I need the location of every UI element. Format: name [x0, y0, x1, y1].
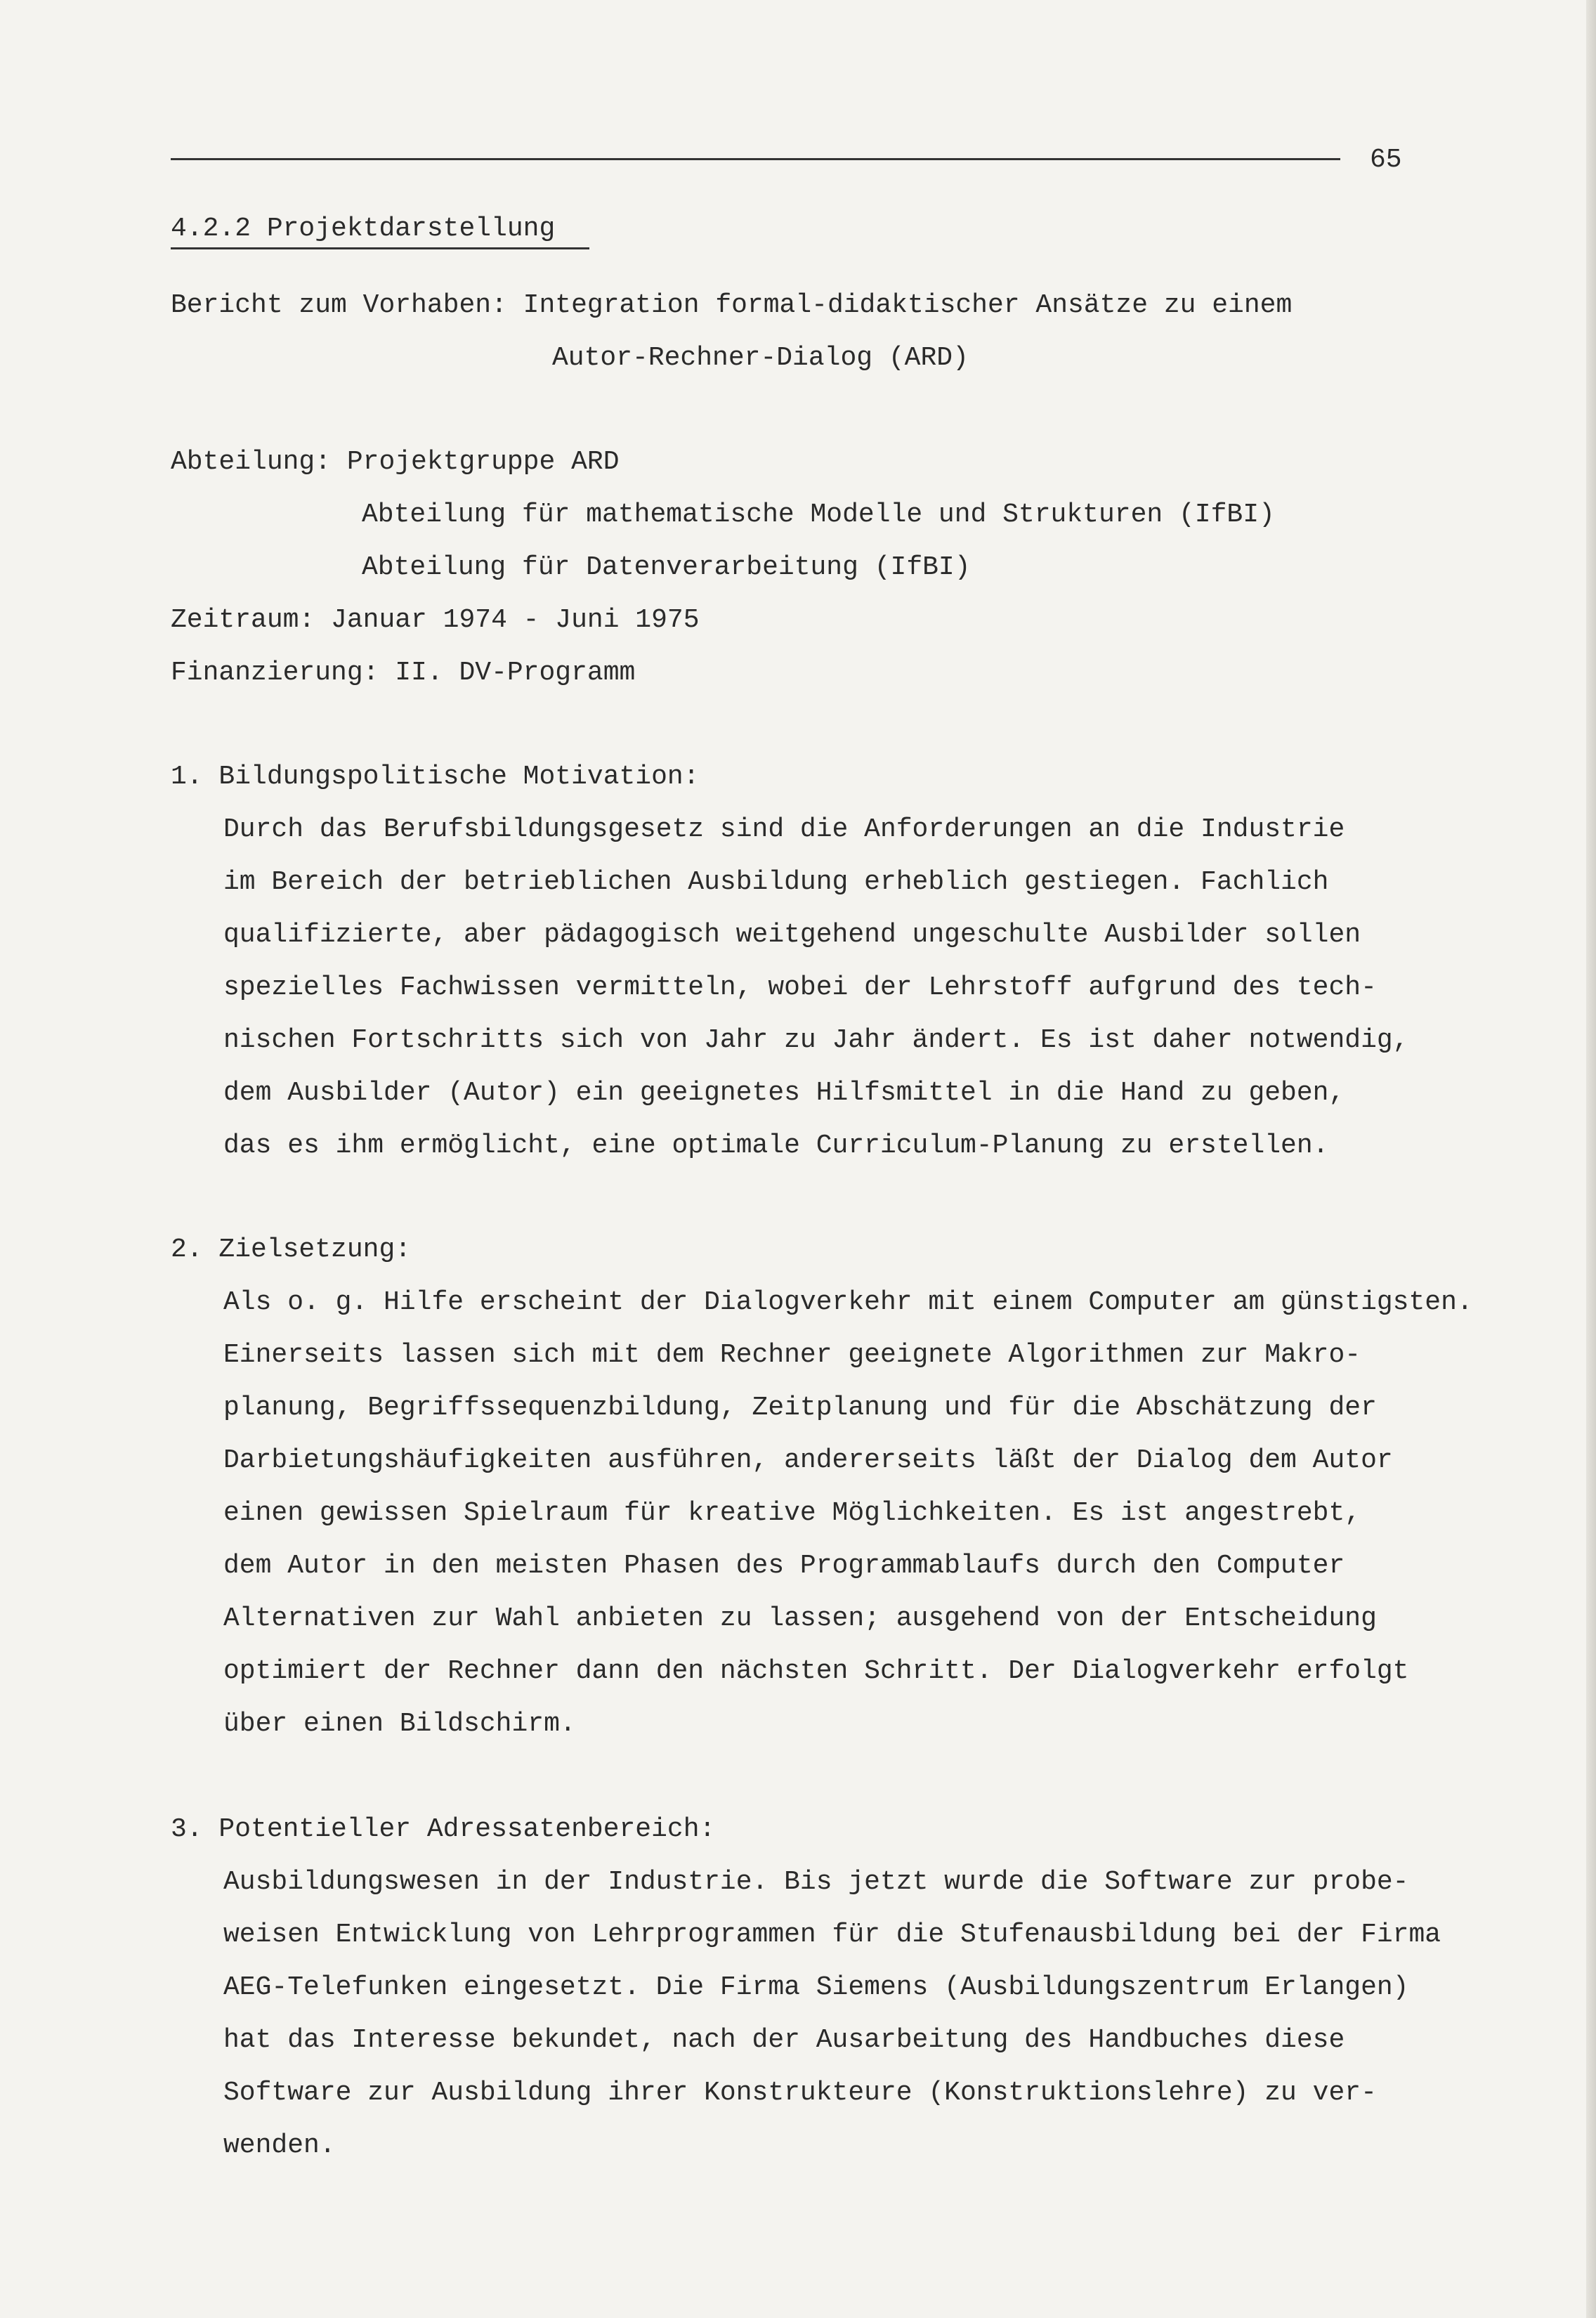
section-1-line: spezielles Fachwissen vermitteln, wobei der Lehrstoff aufgrund des tech-	[223, 972, 1377, 1003]
section-2-line: Darbietungshäufigkeiten ausführen, andererseits läßt der Dialog dem Autor	[223, 1445, 1393, 1476]
section-3-line: hat das Interesse bekundet, nach der Ausarbeitung des Handbuches diese	[223, 2025, 1345, 2055]
section-1-line: Durch das Berufsbildungsgesetz sind die Anforderungen an die Industrie	[223, 814, 1345, 845]
section-2-line: dem Autor in den meisten Phasen des Programmablaufs durch den Computer	[223, 1551, 1345, 1581]
section-2-line: Als o. g. Hilfe erscheint der Dialogverkehr mit einem Computer am günstigsten.	[223, 1287, 1473, 1317]
heading-underline	[171, 247, 589, 249]
section-heading: 4.2.2 Projektdarstellung	[171, 214, 556, 244]
section-2-heading: 2. Zielsetzung:	[171, 1235, 412, 1265]
section-3-heading: 3. Potentieller Adressatenbereich:	[171, 1814, 716, 1844]
section-2-line: optimiert der Rechner dann den nächsten Schritt. Der Dialogverkehr erfolgt	[223, 1656, 1409, 1686]
section-3-line: AEG-Telefunken eingesetzt. Die Firma Siemens (Ausbildungszentrum Erlangen)	[223, 1972, 1409, 2003]
report-label-line: Bericht zum Vorhaben: Integration formal-didaktischer Ansätze zu einem	[171, 290, 1293, 320]
page-number: 65	[1370, 145, 1402, 175]
section-1-line: im Bereich der betrieblichen Ausbildung erheblich gestiegen. Fachlich	[223, 867, 1329, 897]
header-rule	[171, 158, 1340, 160]
section-1-line: dem Ausbilder (Autor) ein geeignetes Hilfsmittel in die Hand zu geben,	[223, 1078, 1345, 1108]
finanzierung-line: Finanzierung: II. DV-Programm	[171, 658, 636, 688]
section-2-line: Alternativen zur Wahl anbieten zu lassen; ausgehend von der Entscheidung	[223, 1603, 1377, 1634]
section-2-line: planung, Begriffssequenzbildung, Zeitplanung und für die Abschätzung der	[223, 1393, 1377, 1423]
section-1-line: qualifizierte, aber pädagogisch weitgehend ungeschulte Ausbilder sollen	[223, 920, 1361, 950]
section-3-line: Software zur Ausbildung ihrer Konstrukteure (Konstruktionslehre) zu ver-	[223, 2078, 1377, 2108]
abteilung-3: Abteilung für Datenverarbeitung (IfBI)	[362, 552, 971, 582]
section-1-heading: 1. Bildungspolitische Motivation:	[171, 762, 700, 792]
section-2-line: einen gewissen Spielraum für kreative Möglichkeiten. Es ist angestrebt,	[223, 1498, 1361, 1528]
page-edge-shadow	[1586, 0, 1596, 2318]
section-3-line: Ausbildungswesen in der Industrie. Bis jetzt wurde die Software zur probe-	[223, 1867, 1409, 1897]
section-1-line: das es ihm ermöglicht, eine optimale Curriculum-Planung zu erstellen.	[223, 1131, 1329, 1161]
section-1-line: nischen Fortschritts sich von Jahr zu Jahr ändert. Es ist daher notwendig,	[223, 1025, 1409, 1055]
abteilung-line: Abteilung: Projektgruppe ARD	[171, 447, 620, 477]
report-title-continued: Autor-Rechner-Dialog (ARD)	[552, 343, 969, 373]
section-2-line: Einerseits lassen sich mit dem Rechner geeignete Algorithmen zur Makro-	[223, 1340, 1361, 1370]
section-2-line: über einen Bildschirm.	[223, 1709, 576, 1739]
section-3-line: wenden.	[223, 2130, 336, 2161]
section-3-line: weisen Entwicklung von Lehrprogrammen für die Stufenausbildung bei der Firma	[223, 1920, 1441, 1950]
zeitraum-line: Zeitraum: Januar 1974 - Juni 1975	[171, 605, 700, 635]
abteilung-2: Abteilung für mathematische Modelle und Strukturen (IfBI)	[362, 500, 1275, 530]
